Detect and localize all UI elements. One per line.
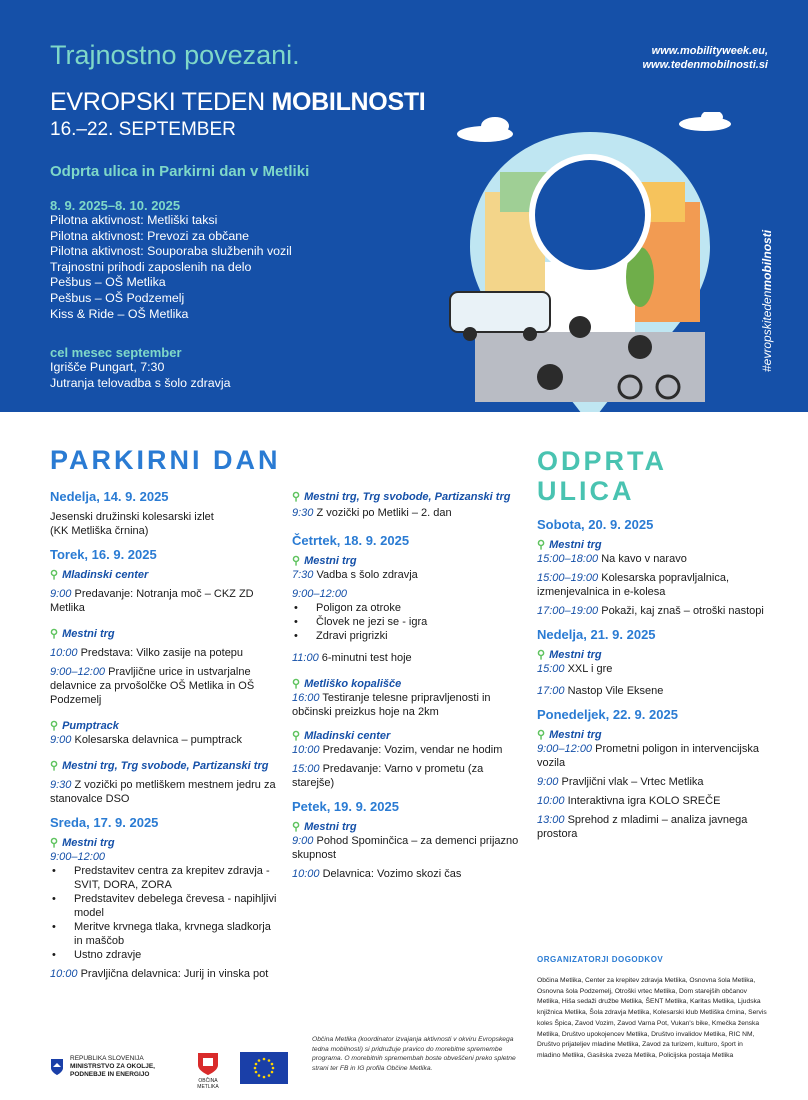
- bullet-item: • Zdravi prigrizki: [292, 629, 524, 643]
- day-heading: Torek, 16. 9. 2025: [50, 547, 157, 562]
- period-line: Pilotna aktivnost: Metliški taksi: [50, 213, 218, 227]
- event-item: 9:00 Predavanje: Notranja moč – CKZ ZD Metlika: [50, 588, 254, 614]
- hero-banner: [0, 0, 808, 412]
- location-pin-icon: ⚲: [50, 720, 59, 732]
- event-item: 9:00 Kolesarska delavnica – pumptrack: [50, 734, 243, 746]
- location: ⚲ Mladinski center: [292, 730, 391, 742]
- period-line: Pilotna aktivnost: Souporaba službenih vozil: [50, 244, 292, 259]
- event-item: 15:00–18:00 Na kavo v naravo: [537, 553, 687, 565]
- period-line: Igrišče Pungart, 7:30: [50, 360, 165, 374]
- location-pin-icon: ⚲: [50, 628, 59, 640]
- event-item: 9:00 Pohod Spominčica – za demenci prijazno skupnost: [292, 835, 519, 861]
- event-item: 15:00 XXL i gre: [537, 663, 613, 675]
- location-pin-icon: ⚲: [537, 539, 546, 551]
- location: ⚲ Mestni trg: [50, 837, 115, 849]
- period-line: Jutranja telovadba s šolo zdravja: [50, 375, 231, 390]
- metlika-label: OBČINA METLIKA: [197, 1078, 219, 1090]
- location: ⚲ Mestni trg, Trg svobode, Partizanski trg: [50, 760, 269, 772]
- period-heading: cel mesec september: [50, 345, 182, 360]
- event-time: 9:00–12:00: [292, 588, 348, 600]
- metlika-logo: [188, 1052, 228, 1090]
- tagline: Trajnostno povezani.: [50, 40, 300, 70]
- event-item: 17:00–19:00 Pokaži, kaj znaš – otroški nastopi: [537, 605, 764, 617]
- event-item: 9:00–12:00 Prometni poligon in intervencijska vozila: [537, 743, 759, 769]
- day-heading: Nedelja, 21. 9. 2025: [537, 627, 656, 642]
- period-line: Pešbus – OŠ Metlika: [50, 275, 166, 290]
- location: ⚲ Metliško kopališče: [292, 678, 402, 690]
- site-link-si[interactable]: www.tedenmobilnosti.si: [642, 59, 768, 71]
- location-pin-icon: ⚲: [292, 491, 301, 503]
- bullet-item: • Poligon za otroke: [292, 601, 524, 615]
- day-heading: Sobota, 20. 9. 2025: [537, 517, 654, 532]
- event-item: 7:30 Vadba s šolo zdravja: [292, 569, 418, 581]
- period-september: [50, 345, 230, 391]
- event-item: 9:30 Z vozički po Metliki – 2. dan: [292, 507, 452, 519]
- location-pin-icon: ⚲: [292, 730, 301, 742]
- event-item: 10:00 Predavanje: Vozim, vendar ne hodim: [292, 744, 503, 756]
- location: ⚲ Mestni trg: [292, 821, 357, 833]
- metlika-crest-icon: [197, 1052, 219, 1076]
- location: ⚲ Mestni trg, Trg svobode, Partizanski trg: [292, 491, 511, 503]
- disclaimer-note: Občina Metlika (koordinator izvajanja aktivnosti v okviru Evropskega tedna mobilnosti) si pridružuje pravico do morebitne spremembe programa. O morebitnih spremembah boste obveščeni preko spletne strani ter FB in IG profila Občine Metlika.: [312, 1036, 516, 1073]
- ministry-line: MINISTRSTVO ZA OKOLJE,: [70, 1063, 155, 1070]
- event-time: 9:00–12:00: [50, 851, 106, 863]
- event-item: 9:00–12:00 Pravljične urice in ustvarjalne delavnice za prvošolčke OŠ Metlika in OŠ Podzemelj: [50, 666, 255, 706]
- event-item: 10:00 Pravljična delavnica: Jurij in vinska pot: [50, 968, 269, 980]
- day-heading: Ponedeljek, 22. 9. 2025: [537, 707, 678, 722]
- location: ⚲ Mestni trg: [292, 555, 357, 567]
- day-heading: Nedelja, 14. 9. 2025: [50, 489, 169, 504]
- event-item: 10:00 Interaktivna igra KOLO SREČE: [537, 795, 721, 807]
- location: ⚲ Mestni trg: [50, 628, 115, 640]
- location-pin-icon: ⚲: [292, 678, 301, 690]
- event-item: 16:00 Testiranje telesne pripravljenosti in občinski preizkus hoje na 2km: [292, 692, 491, 718]
- organizers-heading: ORGANIZATORJI DOGODKOV: [537, 955, 664, 964]
- event-item: 13:00 Sprehod z mladimi – analiza javnega prostora: [537, 814, 748, 840]
- slovenia-crest-icon: [50, 1058, 64, 1076]
- event-item: 10:00 Predstava: Vilko zasije na potepu: [50, 647, 244, 659]
- day-heading: Sreda, 17. 9. 2025: [50, 815, 159, 830]
- schedule-column-2: [292, 490, 524, 881]
- subtitle: Odprta ulica in Parkirni dan v Metliki: [50, 163, 310, 180]
- map-pin-illustration: [440, 112, 740, 412]
- bullet-item: • Človek ne jezi se - igra: [292, 615, 524, 629]
- location: ⚲ Mestni trg: [537, 729, 602, 741]
- location-pin-icon: ⚲: [50, 760, 59, 772]
- location-pin-icon: ⚲: [292, 555, 301, 567]
- website-links: [643, 44, 769, 72]
- schedule-column-3: [537, 518, 769, 841]
- bullet-item: • Predstavitev debelega črevesa - napihljivi model: [50, 892, 278, 920]
- eu-flag-icon: [240, 1052, 288, 1084]
- ministry-line: REPUBLIKA SLOVENIJA: [70, 1055, 144, 1062]
- location: ⚲ Pumptrack: [50, 720, 119, 732]
- event-item: 11:00 6-minutni test hoje: [292, 652, 412, 664]
- bullet-item: • Predstavitev centra za krepitev zdravja - SVIT, DORA, ZORA: [50, 864, 278, 892]
- period-line: Pilotna aktivnost: Prevozi za občane: [50, 228, 250, 243]
- location: ⚲ Mestni trg: [537, 539, 602, 551]
- location-pin-icon: ⚲: [292, 821, 301, 833]
- event-item: 9:30 Z vozički po metliškem mestnem jedru za stanovalce DSO: [50, 779, 276, 805]
- schedule-column-1: [50, 490, 278, 981]
- location-pin-icon: ⚲: [537, 729, 546, 741]
- event-text: (KK Metliška črnina): [50, 525, 149, 537]
- ministry-logo: [50, 1055, 155, 1079]
- event-title: EVROPSKI TEDEN MOBILNOSTI: [50, 88, 426, 116]
- event-text: Jesenski družinski kolesarski izlet: [50, 511, 214, 523]
- location-pin-icon: ⚲: [537, 649, 546, 661]
- event-item: 17:00 Nastop Vile Eksene: [537, 685, 664, 697]
- period-heading: 8. 9. 2025–8. 10. 2025: [50, 198, 181, 213]
- odprta-ulica-heading: ODPRTA ULICA: [537, 446, 667, 506]
- day-heading: Četrtek, 18. 9. 2025: [292, 533, 410, 548]
- location-pin-icon: ⚲: [50, 569, 59, 581]
- organizers-text: Občina Metlika, Center za krepitev zdravja Metlika, Osnovna šola Metlika, Osnovna šola Podzemelj, Otroški vrtec Metlika, Dom starejših občanov Metlika, Hiša sedaži družbe Metlika, ŠENT Metlika, Karitas Metlika, Ljudska knjižnica Metlika, Šola zdravja Metlika, Kolesarski klub Metliška črnina, Servis koles Špica, Zavod Vozim, Zavod Varna Pot, Vukan's bike, Kmečka ženska Metlika, Društvo upokojencev Metlika, Društvo invalidov Metlika, RIC NM, Društvo prijateljev mladine Metlika, Zavod za turizem, kulturo, šport in mladino Metlika, Gasilska zveza Metlika, Policijska postaja Metlika: [537, 977, 767, 1059]
- bullet-item: • Ustno zdravje: [50, 948, 278, 962]
- site-link-eu[interactable]: www.mobilityweek.eu,: [651, 45, 768, 57]
- period-line: Kiss & Ride – OŠ Metlika: [50, 306, 189, 321]
- period-pilot: [50, 198, 292, 322]
- event-item: 9:00 Pravljični vlak – Vrtec Metlika: [537, 776, 704, 788]
- location-pin-icon: ⚲: [50, 837, 59, 849]
- ministry-line: PODNEBJE IN ENERGIJO: [70, 1071, 150, 1078]
- event-dates: 16.–22. SEPTEMBER: [50, 119, 236, 140]
- event-item: 10:00 Delavnica: Vozimo skozi čas: [292, 868, 462, 880]
- parkirni-dan-heading: PARKIRNI DAN: [50, 445, 281, 475]
- event-item: 15:00–19:00 Kolesarska popravljalnica, izmenjevalnica in e-kolesa: [537, 572, 730, 598]
- bullet-item: • Meritve krvnega tlaka, krvnega sladkorja in maščob: [50, 920, 278, 948]
- event-item: 15:00 Predavanje: Varno v prometu (za starejše): [292, 763, 484, 789]
- location: ⚲ Mestni trg: [537, 649, 602, 661]
- period-line: Trajnostni prihodi zaposlenih na delo: [50, 259, 252, 274]
- day-heading: Petek, 19. 9. 2025: [292, 799, 399, 814]
- hashtag: #evropskitedenmobilnosti: [760, 229, 774, 372]
- location: ⚲ Mladinski center: [50, 569, 149, 581]
- period-line: Pešbus – OŠ Podzemelj: [50, 290, 185, 305]
